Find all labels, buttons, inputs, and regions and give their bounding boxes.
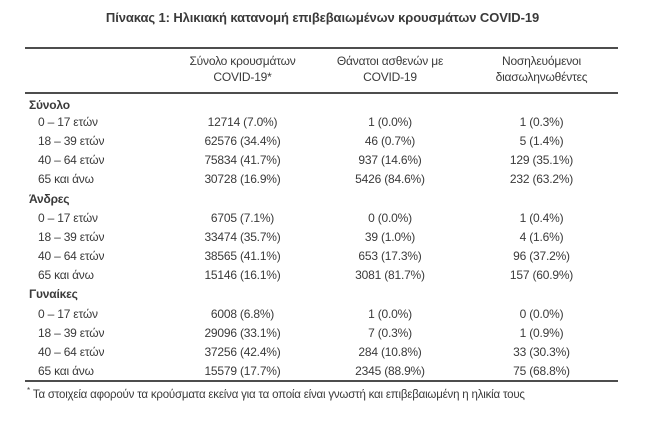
intubated-value: 4 (1.6%) [519,229,564,244]
cases-value: 75834 (41.7%) [204,153,281,168]
cases-value: 6705 (7.1%) [210,210,275,225]
age-label: 0 – 17 ετών [38,306,98,321]
column-header-line: COVID-19* [213,69,272,84]
intubated-value: 5 (1.4%) [519,133,564,148]
cases-value: 38565 (41.1%) [204,249,281,264]
age-label: 65 και άνω [38,268,94,283]
age-label: 65 και άνω [38,363,94,378]
intubated-value: 157 (60.9%) [509,268,574,283]
age-label: 0 – 17 ετών [38,210,98,225]
section-label: Γυναίκες [29,287,78,302]
footnote-asterisk: * [27,385,30,395]
column-header-deaths [315,48,465,93]
deaths-value: 3081 (81.7%) [355,268,425,283]
section-row-total [25,93,618,112]
table-row [25,247,618,266]
intubated-value: 96 (37.2%) [513,249,570,264]
cases-value: 15579 (17.7%) [204,363,281,378]
deaths-value: 284 (10.8%) [358,345,422,360]
deaths-value: 46 (0.7%) [364,133,416,148]
intubated-value: 75 (68.8%) [513,363,570,378]
deaths-value: 653 (17.3%) [358,249,422,264]
table-row [25,112,618,131]
deaths-value: 1 (0.0%) [368,306,412,321]
table-row [25,342,618,361]
deaths-value: 1 (0.0%) [368,114,412,129]
table-container [25,47,618,401]
table-row [25,227,618,246]
age-label: 40 – 64 ετών [38,345,105,360]
intubated-value: 129 (35.1%) [509,153,574,168]
column-header-line: Σύνολο κρουσμάτων [189,53,296,68]
cases-value: 6008 (6.8%) [210,306,275,321]
footnote-text: Τα στοιχεία αφορούν τα κρούσματα εκείνα για τα οποία είναι γνωστή και επιβεβαιωμένη η ηλικία τους [32,388,525,401]
age-label: 40 – 64 ετών [38,249,105,264]
intubated-value: 1 (0.9%) [519,325,564,340]
table-row [25,131,618,150]
deaths-value: 7 (0.3%) [368,325,412,340]
age-label: 18 – 39 ετών [38,133,105,148]
table-row [25,323,618,342]
column-header-line: Θάνατοι ασθενών με [336,53,444,68]
table-footnote [25,386,618,401]
empty-header-cell [25,48,170,93]
intubated-value: 0 (0.0%) [519,306,564,321]
table-row [25,208,618,227]
table-row [25,151,618,170]
intubated-value: 232 (63.2%) [509,172,574,187]
section-label: Άνδρες [29,191,70,206]
covid-age-distribution-table [25,47,618,382]
column-header-intubated [465,48,618,93]
table-row [25,362,618,381]
age-label: 0 – 17 ετών [38,114,98,129]
table-row [25,170,618,189]
table-title: Πίνακας 1: Ηλικιακή κατανομή επιβεβαιωμένων κρουσμάτων COVID-19 [105,10,540,25]
cases-value: 33474 (35.7%) [204,229,281,244]
deaths-value: 5426 (84.6%) [355,172,425,187]
section-row-men [25,189,618,208]
column-header-line: Νοσηλευόμενοι [501,53,581,68]
intubated-value: 1 (0.3%) [519,114,564,129]
intubated-value: 33 (30.3%) [513,345,570,360]
age-label: 18 – 39 ετών [38,229,105,244]
age-label: 65 και άνω [38,172,94,187]
age-label: 40 – 64 ετών [38,153,105,168]
intubated-value: 1 (0.4%) [519,210,564,225]
deaths-value: 2345 (88.9%) [355,363,425,378]
cases-value: 15146 (16.1%) [204,268,281,283]
header-row [25,48,618,93]
section-label: Σύνολο [29,97,70,112]
column-header-cases [170,48,315,93]
age-label: 18 – 39 ετών [38,325,105,340]
column-header-line: διασωληνωθέντες [495,69,588,84]
table-row [25,266,618,285]
deaths-value: 937 (14.6%) [358,153,422,168]
cases-value: 12714 (7.0%) [207,114,278,129]
table-row [25,304,618,323]
deaths-value: 39 (1.0%) [364,229,416,244]
cases-value: 37256 (42.4%) [204,345,281,360]
deaths-value: 0 (0.0%) [368,210,412,225]
cases-value: 30728 (16.9%) [204,172,281,187]
column-header-line: COVID-19 [363,69,417,84]
cases-value: 62576 (34.4%) [204,133,281,148]
section-row-women [25,285,618,304]
cases-value: 29096 (33.1%) [204,325,281,340]
